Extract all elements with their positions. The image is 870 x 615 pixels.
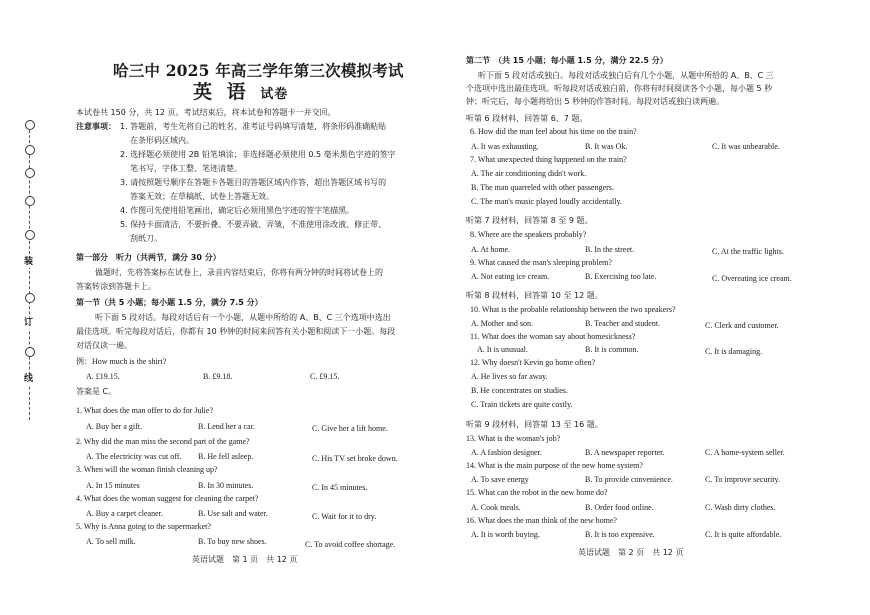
question-option: A. The electricity was cut off.	[86, 452, 182, 461]
question-option: B. To provide convenience.	[585, 475, 673, 484]
group-label: 听第 9 段材料，回答第 13 至 16 题。	[466, 420, 603, 429]
question-text: 5. Why is Anna going to the supermarket?	[76, 522, 211, 531]
question-text: 7. What unexpected thing happened on the train?	[470, 155, 627, 164]
question-option: B. Use salt and water.	[198, 509, 268, 518]
question-text: 14. What is the main purpose of the new home system?	[466, 461, 643, 470]
question-option: C. Wait for it to dry.	[312, 512, 377, 521]
question-text: 3. When will the woman finish cleaning up?	[76, 465, 218, 474]
page-footer: 英语试题 第 2 页 共 12 页	[578, 548, 684, 557]
question-option: C. At the traffic lights.	[712, 247, 784, 256]
binding-hole	[25, 196, 35, 206]
question-option: C. It was unbearable.	[712, 142, 780, 151]
section2-intro: 钟；听完后，每小题将给出 5 秒钟的作答时间。每段对话或独白读两遍。	[466, 97, 725, 106]
question-option: C. Give her a lift home.	[312, 424, 388, 433]
question-option: B. In 30 minutes.	[198, 481, 254, 490]
binding-hole	[25, 347, 35, 357]
question-option: A. He lives so far away.	[471, 372, 548, 381]
question-text: 1. What does the man offer to do for Julie?	[76, 406, 213, 415]
question-option: C. Wash dirty clothes.	[705, 503, 776, 512]
question-option: B. To buy new shoes.	[198, 537, 267, 546]
question-option: A. Mother and son.	[471, 319, 533, 328]
question-option: C. To avoid coffee shortage.	[305, 540, 396, 549]
question-option: C. Clerk and customer.	[705, 321, 779, 330]
question-option: B. In the street.	[585, 245, 635, 254]
subject-suffix: 试卷	[260, 87, 289, 102]
question-option: B. Lend her a car.	[198, 422, 255, 431]
question-option: A. To sell milk.	[86, 537, 136, 546]
question-option: C. Overeating ice cream.	[712, 274, 792, 283]
part1-intro: 答案转涂到答题卡上。	[76, 282, 156, 291]
section2-heading: 第二节 （共 15 小题；每小题 1.5 分，满分 22.5 分）	[466, 56, 668, 65]
binding-hole	[25, 230, 35, 240]
note-line: 3. 请按照题号顺序在答题卡各题目的答题区域内作答，超出答题区域书写的	[120, 178, 387, 187]
exam-title: 哈三中 2025 年高三学年第三次模拟考试	[113, 61, 404, 80]
question-option: A. Buy her a gift.	[86, 422, 142, 431]
binding-margin	[0, 0, 60, 615]
question-text: 13. What is the woman's job?	[466, 434, 561, 443]
question-option: C. In 45 minutes.	[312, 483, 368, 492]
question-text: 9. What caused the man's sleeping problem?	[470, 258, 612, 267]
binding-char: 线	[24, 374, 34, 384]
note-line: 1. 答题前，考生先将自己的姓名、准考证号码填写清楚，将条形码准确粘贴	[120, 122, 387, 131]
question-option: A. In 15 minutes	[86, 481, 140, 490]
question-option: B. The man quarreled with other passengers.	[471, 183, 614, 192]
binding-hole	[25, 293, 35, 303]
binding-hole	[25, 145, 35, 155]
question-option: B. He concentrates on studies.	[471, 386, 568, 395]
section2-intro: 听下面 5 段对话或独白。每段对话或独白后有几个小题，从题中所给的 A、B、C 三	[478, 71, 774, 80]
part1-heading: 第一部分 听力（共两节，满分 30 分）	[76, 253, 221, 262]
section1-intro: 最佳选项。听完每段对话后，你都有 10 秒钟的时间来回答有关小题和阅读下一小题。每段	[76, 327, 396, 336]
question-option: B. Order food online.	[585, 503, 654, 512]
example-option-c: C. £9.15.	[310, 372, 340, 381]
note-line: 刮纸刀。	[130, 234, 162, 243]
example-option-a: A. £19.15.	[86, 372, 120, 381]
question-text: 10. What is the probable relationship between the two speakers?	[470, 305, 676, 314]
question-text: 6. How did the man feel about his time on the train?	[470, 127, 637, 136]
question-option: A. To save energy	[471, 475, 529, 484]
question-option: C. Train tickets are quite costly.	[471, 400, 573, 409]
note-line: 答案无效；在草稿纸、试卷上答题无效。	[130, 192, 274, 201]
question-option: B. Teacher and student.	[585, 319, 661, 328]
binding-char: 装	[24, 257, 34, 267]
note-line: 2. 选择题必须使用 2B 铅笔填涂；非选择题必须使用 0.5 毫米黑色字迹的签字	[120, 150, 396, 159]
group-label: 听第 8 段材料，回答第 10 至 12 题。	[466, 291, 603, 300]
question-option: C. A home-system seller.	[705, 448, 785, 457]
question-option: A. A fashion designer.	[471, 448, 542, 457]
question-option: B. It is too expensive.	[585, 530, 655, 539]
question-text: 12. Why doesn't Kevin go home often?	[470, 358, 596, 367]
question-option: C. His TV set broke down.	[312, 454, 398, 463]
question-option: A. Buy a carpet cleaner.	[86, 509, 163, 518]
question-text: 8. Where are the speakers probably?	[470, 230, 587, 239]
binding-hole	[25, 120, 35, 130]
binding-hole	[25, 168, 35, 178]
example-option-b: B. £9.18.	[203, 372, 233, 381]
question-text: 2. Why did the man miss the second part of the game?	[76, 437, 250, 446]
page-footer: 英语试题 第 1 页 共 12 页	[192, 555, 298, 564]
section1-intro: 对话仅读一遍。	[76, 341, 132, 350]
question-option: C. It is quite affordable.	[705, 530, 782, 539]
question-option: B. Exercising too late.	[585, 272, 657, 281]
subject-title	[193, 81, 288, 105]
example-answer: 答案是 C。	[76, 387, 117, 396]
notes-label: 注意事项：	[76, 122, 116, 131]
question-text: 4. What does the woman suggest for cleaning the carpet?	[76, 494, 259, 503]
example-question: 例：How much is the shirt?	[76, 357, 167, 366]
note-line: 笔书写，字体工整、笔迹清楚。	[130, 164, 242, 173]
question-option: C. The man's music played loudly accidentally.	[471, 197, 622, 206]
group-label: 听第 7 段材料，回答第 8 至 9 题。	[466, 216, 593, 225]
question-option: C. To improve security.	[705, 475, 780, 484]
intro-line: 本试卷共 150 分，共 12 页。考试结束后，将本试卷和答题卡一并交回。	[76, 108, 336, 117]
question-option: A. It is unusual.	[477, 345, 528, 354]
question-option: A. It was exhausting.	[471, 142, 539, 151]
question-text: 15. What can the robot in the new home do?	[466, 488, 608, 497]
question-option: C. It is damaging.	[705, 347, 763, 356]
question-option: A. At home.	[471, 245, 511, 254]
question-option: B. A newspaper reporter.	[585, 448, 665, 457]
group-label: 听第 6 段材料，回答第 6、7 题。	[466, 114, 588, 123]
question-text: 16. What does the man think of the new home?	[466, 516, 617, 525]
section1-intro: 听下面 5 段对话。每段对话后有一个小题，从题中所给的 A、B、C 三个选项中选出	[95, 313, 391, 322]
section1-heading: 第一节（共 5 小题；每小题 1.5 分，满分 7.5 分）	[76, 298, 263, 307]
note-line: 5. 保持卡面清洁，不要折叠、不要弄破、弄皱，不准使用涂改液、修正带、	[120, 220, 387, 229]
question-option: A. Not eating ice cream.	[471, 272, 550, 281]
section2-intro: 个选项中选出最佳选项。听每段对话或独白前，你将有时间阅读各个小题，每小题 5 秒	[466, 84, 773, 93]
question-option: A. It is worth buying.	[471, 530, 540, 539]
question-option: B. It is common.	[585, 345, 639, 354]
question-option: B. It was Ok.	[585, 142, 628, 151]
question-option: A. The air conditioning didn't work.	[471, 169, 587, 178]
binding-char: 订	[24, 318, 34, 328]
subject-name: 英 语	[193, 81, 250, 103]
question-text: 11. What does the woman say about homesickness?	[470, 332, 636, 341]
note-line: 4. 作图可先使用铅笔画出，确定后必须用黑色字迹的签字笔描黑。	[120, 206, 355, 215]
part1-intro: 做题时，先将答案标在试卷上，录音内容结束后，你将有两分钟的时间将试卷上的	[95, 268, 383, 277]
question-option: B. He fell asleep.	[198, 452, 254, 461]
note-line: 在条形码区域内。	[130, 136, 194, 145]
question-option: A. Cook meals.	[471, 503, 521, 512]
